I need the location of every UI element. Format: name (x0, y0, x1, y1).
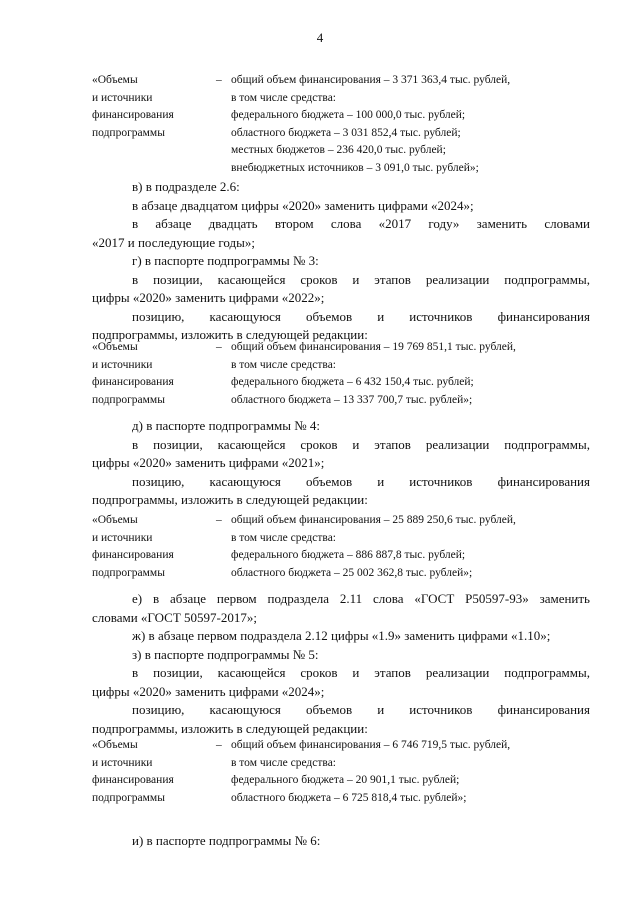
text-line: «2017 и последующие годы»; (92, 234, 256, 250)
value-line: в том числе средства: (231, 756, 336, 769)
text-block-3 (92, 590, 590, 738)
label-line: подпрограммы (92, 393, 165, 406)
value-line: общий объем финансирования – 25 889 250,6 тыс. рублей, (231, 514, 516, 526)
text-block-4 (92, 832, 590, 851)
text-line: словами «ГОСТ 50597-2017»; (92, 609, 257, 625)
value-line: общий объем финансирования – 3 371 363,4 тыс. рублей, (231, 74, 511, 86)
text-line: подпрограммы, изложить в следующей редакции: (92, 492, 368, 507)
label-line: финансирования (92, 376, 174, 388)
text-line: цифры «2020» заменить цифрами «2024»; (92, 683, 325, 699)
text-line: в) в подразделе 2.6: (132, 179, 240, 194)
table-dash: – (216, 74, 222, 86)
value-line: федерального бюджета – 20 901,1 тыс. рублей; (231, 774, 460, 786)
value-line: общий объем финансирования – 6 746 719,5 тыс. рублей, (231, 739, 511, 751)
table-values (231, 72, 611, 177)
label-line: финансирования (92, 109, 174, 121)
label-line: подпрограммы (92, 791, 165, 804)
text-block-2 (92, 417, 590, 510)
text-line: цифры «2020» заменить цифрами «2022»; (92, 290, 325, 305)
text-line: подпрограммы, изложить в следующей редакции: (92, 327, 368, 342)
value-line: внебюджетных источников – 3 091,0 тыс. рублей»; (231, 161, 479, 174)
table-dash: – (216, 514, 222, 526)
label-line: и источники (92, 91, 153, 104)
label-line: подпрограммы (92, 566, 165, 579)
value-line: в том числе средства: (231, 358, 336, 371)
label-line: «Объемы (92, 74, 138, 86)
label-line: «Объемы (92, 514, 138, 526)
label-line: «Объемы (92, 739, 138, 751)
text-line: в позиции, касающейся сроков и этапов реализации подпрограммы, (132, 665, 590, 680)
text-line: цифры «2020» заменить цифрами «2021»; (92, 455, 325, 470)
text-line: подпрограммы, изложить в следующей редакции: (92, 720, 368, 736)
label-line: подпрограммы (92, 126, 165, 139)
value-line: федерального бюджета – 886 887,8 тыс. рублей; (231, 549, 466, 561)
text-line: в абзаце двадцатом цифры «2020» заменить цифрами «2024»; (132, 197, 474, 213)
label-line: и источники (92, 756, 153, 769)
page-number: 4 (316, 30, 324, 45)
value-line: федерального бюджета – 6 432 150,4 тыс. рублей; (231, 376, 474, 388)
value-line: областного бюджета – 25 002 362,8 тыс. рублей»; (231, 566, 473, 579)
table-values (231, 512, 611, 582)
value-line: областного бюджета – 6 725 818,4 тыс. рублей»; (231, 791, 467, 804)
text-block-1 (92, 178, 590, 345)
text-line: позицию, касающуюся объемов и источников финансирования (132, 473, 590, 489)
table-values (231, 339, 611, 409)
table-label (92, 737, 212, 807)
label-line: финансирования (92, 549, 174, 561)
value-line: местных бюджетов – 236 420,0 тыс. рублей; (231, 144, 446, 156)
text-line: в позиции, касающейся сроков и этапов реализации подпрограммы, (132, 271, 590, 287)
text-line: позицию, касающуюся объемов и источников финансирования (132, 702, 590, 717)
table-label (92, 72, 212, 142)
text-line: е) в абзаце первом подраздела 2.11 слова «ГОСТ Р50597-93» заменить (132, 591, 590, 606)
value-line: областного бюджета – 13 337 700,7 тыс. рублей»; (231, 393, 473, 406)
label-line: финансирования (92, 774, 174, 786)
text-line: ж) в абзаце первом подраздела 2.12 цифры «1.9» заменить цифрами «1.10»; (132, 628, 551, 643)
text-line: позицию, касающуюся объемов и источников финансирования (132, 308, 590, 324)
text-line: з) в паспорте подпрограммы № 5: (132, 646, 319, 662)
value-line: в том числе средства: (231, 91, 336, 104)
value-line: общий объем финансирования – 19 769 851,1 тыс. рублей, (231, 341, 516, 353)
value-line: в том числе средства: (231, 531, 336, 544)
text-line: в абзаце двадцать втором слова «2017 году» заменить словами (132, 216, 590, 231)
text-line: г) в паспорте подпрограммы № 3: (132, 253, 319, 268)
value-line: федерального бюджета – 100 000,0 тыс. рублей; (231, 109, 466, 121)
table-label (92, 339, 212, 409)
value-line: областного бюджета – 3 031 852,4 тыс. рублей; (231, 126, 461, 139)
text-line: д) в паспорте подпрограммы № 4: (132, 418, 321, 433)
label-line: «Объемы (92, 341, 138, 353)
label-line: и источники (92, 531, 153, 544)
table-values (231, 737, 611, 807)
table-label (92, 512, 212, 582)
table-dash: – (216, 341, 222, 353)
table-dash: – (216, 739, 222, 751)
text-line: и) в паспорте подпрограммы № 6: (132, 833, 321, 848)
text-line: в позиции, касающейся сроков и этапов реализации подпрограммы, (132, 436, 590, 452)
label-line: и источники (92, 358, 153, 371)
